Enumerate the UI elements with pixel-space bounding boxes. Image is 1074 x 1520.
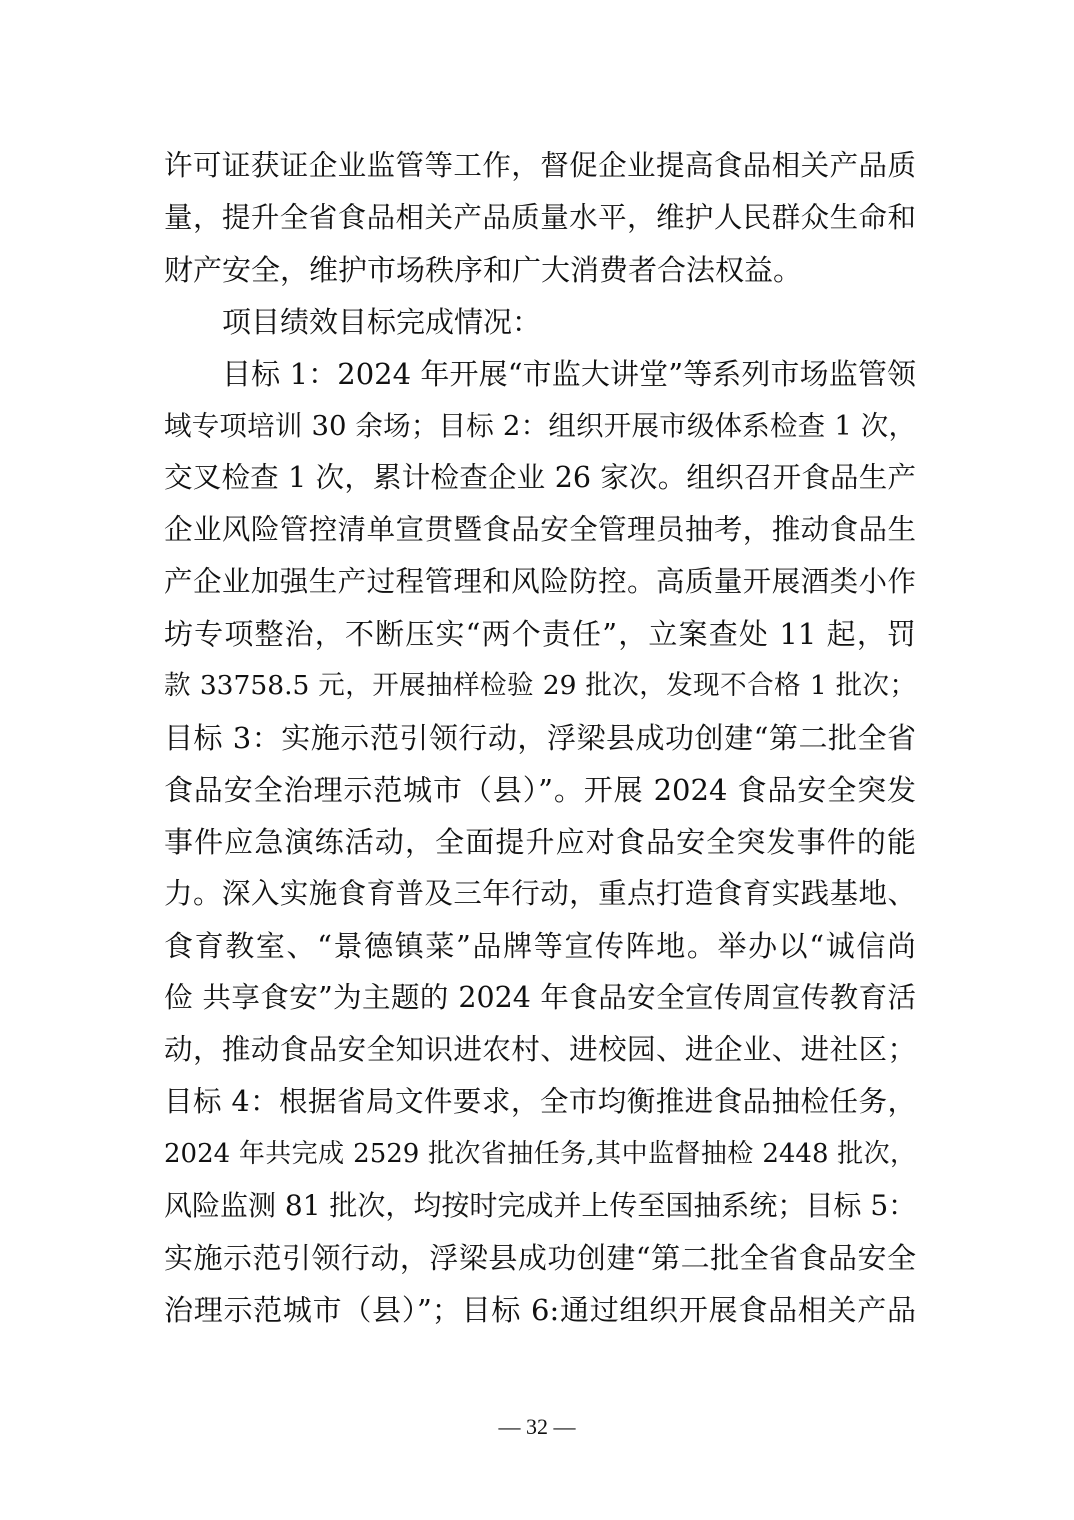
text-line: 企业风险管控清单宣贯暨食品安全管理员抽考，推动食品生 bbox=[164, 513, 916, 546]
text-line: 款 33758.5 元，开展抽样检验 29 批次，发现不合格 1 批次； bbox=[164, 670, 916, 701]
text-line: 治理示范城市（县）”；目标 6:通过组织开展食品相关产品 bbox=[164, 1293, 916, 1327]
text-line: 俭 共享食安”为主题的 2024 年食品安全宣传周宣传教育活 bbox=[164, 981, 916, 1014]
text-line: 量，提升全省食品相关产品质量水平，维护人民群众生命和 bbox=[164, 201, 916, 234]
text-line: 风险监测 81 批次，均按时完成并上传至国抽系统；目标 5： bbox=[164, 1189, 917, 1222]
text-line: 目标 4：根据省局文件要求，全市均衡推进食品抽检任务， bbox=[164, 1085, 916, 1118]
text-line: 食品安全治理示范城市（县）”。开展 2024 食品安全突发 bbox=[164, 773, 916, 807]
text-line: 动，推动食品安全知识进农村、进校园、进企业、进社区； bbox=[164, 1033, 916, 1066]
text-line: 坊专项整治，不断压实“两个责任”，立案查处 11 起，罚 bbox=[164, 617, 916, 651]
text-line: 许可证获证企业监管等工作，督促企业提高食品相关产品质 bbox=[164, 149, 916, 182]
text-line: 食育教室、“景德镇菜”品牌等宣传阵地。举办以“诚信尚 bbox=[164, 929, 916, 963]
text-line: 产企业加强生产过程管理和风险防控。高质量开展酒类小作 bbox=[164, 565, 916, 598]
text-line: 财产安全，维护市场秩序和广大消费者合法权益。 bbox=[164, 253, 803, 287]
text-line: 2024 年共完成 2529 批次省抽任务,其中监督抽检 2448 批次， bbox=[164, 1139, 916, 1169]
text-line: 目标 1：2024 年开展“市监大讲堂”等系列市场监管领 bbox=[222, 357, 916, 391]
text-line: 事件应急演练活动，全面提升应对食品安全突发事件的能 bbox=[164, 825, 916, 859]
text-line: 力。深入实施食育普及三年行动，重点打造食育实践基地、 bbox=[164, 877, 916, 910]
text-line: 域专项培训 30 余场；目标 2：组织开展市级体系检查 1 次， bbox=[164, 410, 916, 442]
body-text bbox=[164, 140, 916, 1336]
page-number: — 32 — bbox=[498, 1414, 576, 1439]
text-line: 实施示范引领行动，浮梁县成功创建“第二批全省食品安全 bbox=[164, 1241, 916, 1275]
section-heading: 项目绩效目标完成情况： bbox=[222, 305, 542, 339]
text-line: 目标 3：实施示范引领行动，浮梁县成功创建“第二批全省 bbox=[164, 721, 916, 755]
text-line: 交叉检查 1 次，累计检查企业 26 家次。组织召开食品生产 bbox=[164, 461, 916, 494]
